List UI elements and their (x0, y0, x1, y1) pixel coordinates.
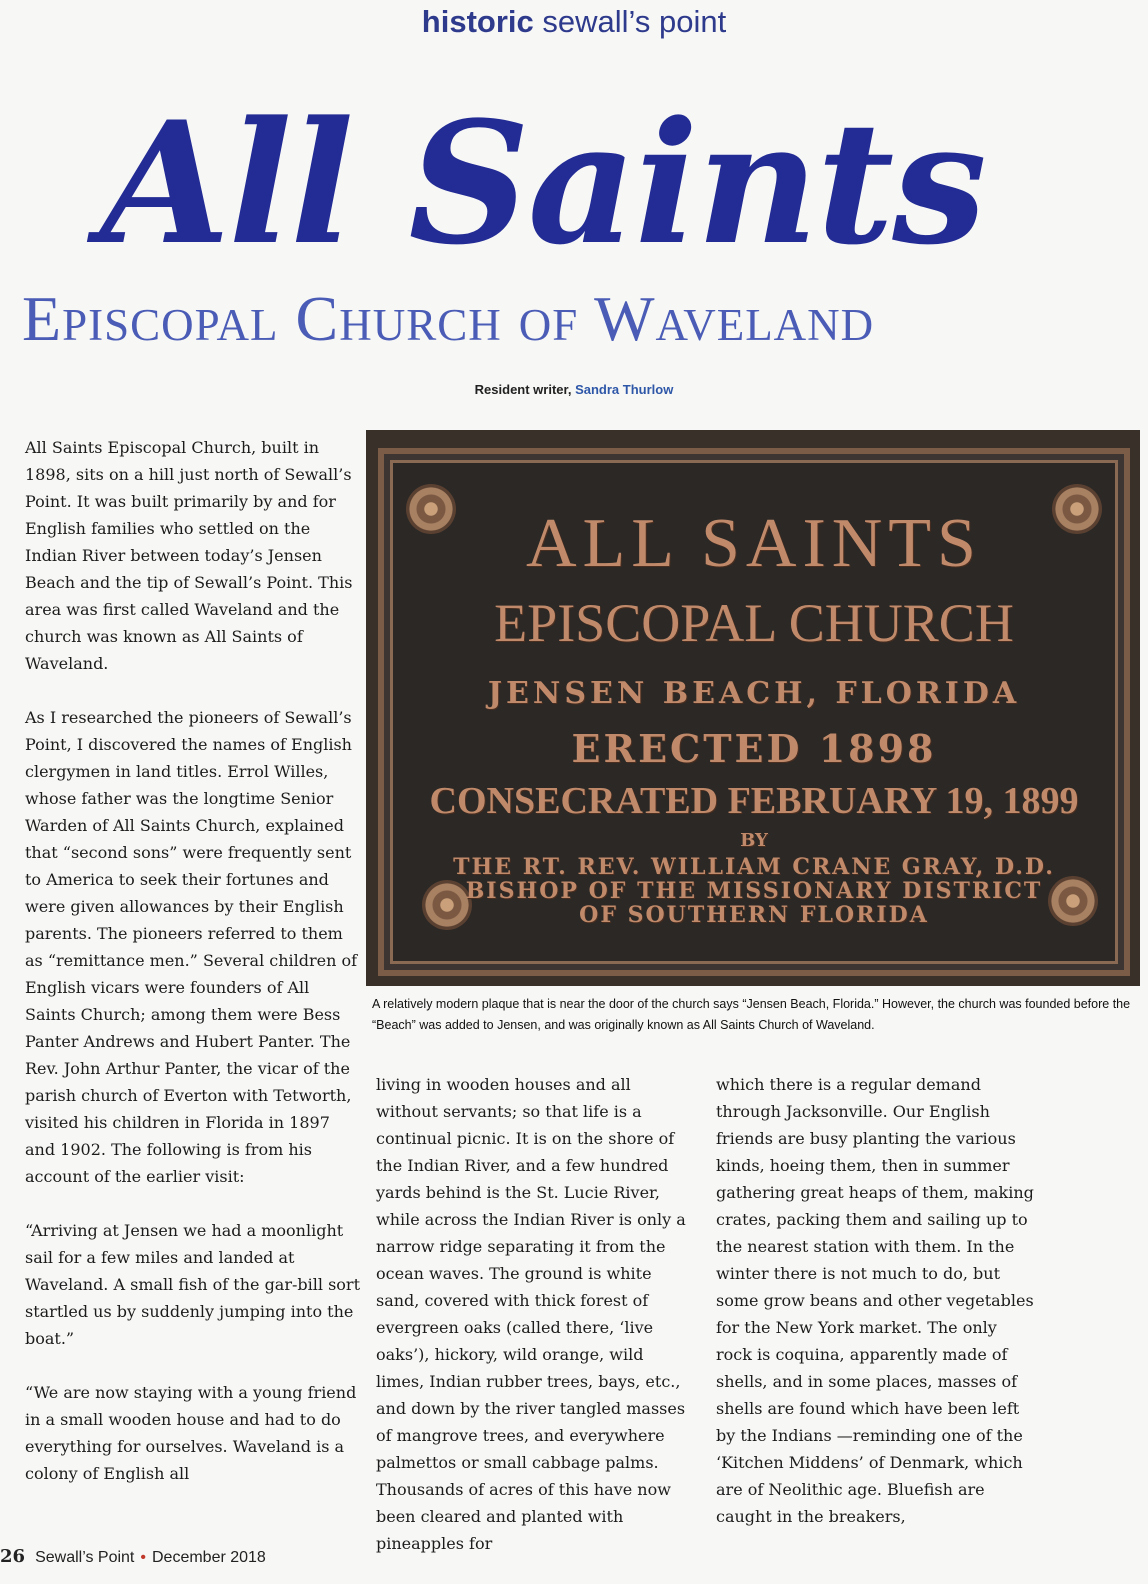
plaque-line: OF SOUTHERN FLORIDA (579, 902, 929, 928)
photo-caption: A relatively modern plaque that is near the door of the church says “Jensen Beach, Florida.” However, the church was founded before the “Beach” was added to Jensen, and was originally known as All Saints Church of Waveland. (372, 997, 1131, 1032)
body-paragraph: “Arriving at Jensen we had a moonlight sail for a few miles and landed at Waveland. A small fish of the gar-bill sort startled us by suddenly jumping into the boat.” (25, 1221, 360, 1348)
body-paragraph: All Saints Episcopal Church, built in 1898, sits on a hill just north of Sewall’s Point. It was built primarily by and for English families who settled on the Indian River between today’s Jensen Beach and the tip of Sewall’s Point. This area was first called Waveland and the church was known as All Saints of Waveland. (25, 438, 353, 673)
body-paragraph: As I researched the pioneers of Sewall’s Point, I discovered the names of English clergymen in land titles. Errol Willes, whose father was the longtime Senior Warden of All Saints Church, explained that “second sons” were frequently sent to America to seek their fortunes and were given allowances by their English parents. The pioneers referred to them as “remittance men.” Several children of English vicars were founders of All Saints Church; among them were Bess Panter Andrews and Hubert Panter. The Rev. John Arthur Panter, the vicar of the parish church of Everton with Tetworth, visited his children in Florida in 1897 and 1902. The following is from his account of the earlier visit: (25, 708, 358, 1186)
plaque-line: ALL SAINTS (525, 505, 982, 582)
plaque-line: JENSEN BEACH, FLORIDA (487, 676, 1021, 711)
byline (0, 382, 1148, 397)
issue-date: December 2018 (151, 1549, 266, 1566)
page-number: 26 (0, 1546, 26, 1567)
publication-name: Sewall’s Point (35, 1549, 135, 1566)
plaque-line: BY (740, 830, 768, 851)
body-paragraph: “We are now staying with a young friend in a small wooden house and had to do everything for ourselves. Waveland is a colony of English all (25, 1383, 357, 1483)
plaque-line: ERECTED 1898 (571, 726, 937, 771)
section-header (0, 4, 1148, 40)
section-header-bold: historic (421, 4, 534, 39)
plaque (378, 448, 1130, 976)
plaque-photo (366, 430, 1140, 986)
plaque-line: THE RT. REV. WILLIAM CRANE GRAY, D.D. (453, 854, 1055, 880)
body-paragraph: living in wooden houses and all without servants; so that life is a continual picnic. It is on the shore of the Indian River, and a few hundred yards behind is the St. Lucie River, while across the Indian River is only a narrow ridge separating it from the ocean waves. The ground is white sand, covered with thick forest of evergreen oaks (called there, ‘live oaks’), hickory, wild orange, wild limes, Indian rubber trees, bays, etc., and down by the river tangled masses of mangrove trees, and everywhere palmettos or small cabbage palms. Thousands of acres of this have now been cleared and planted with pineapples for (376, 1075, 686, 1553)
plaque-line: CONSECRATED FEBRUARY 19, 1899 (429, 780, 1079, 822)
section-header-rest: sewall’s point (533, 4, 727, 39)
plaque-line: BISHOP OF THE MISSIONARY DISTRICT (465, 878, 1043, 904)
plaque-line: EPISCOPAL CHURCH (494, 593, 1014, 653)
footer-bullet: • (140, 1549, 146, 1566)
body-paragraph: which there is a regular demand through Jacksonville. Our English friends are busy planting the various kinds, hoeing them, then in summer gathering great heaps of them, making crates, packing them and sailing up to the nearest station with them. In the winter there is not much to do, but some grow beans and other vegetables for the New York market. The only rock is coquina, apparently made of shells, and in some places, masses of shells are found which have been left by the Indians —reminding one of the ‘Kitchen Middens’ of Denmark, which are of Neolithic age. Bluefish are caught in the breakers, (716, 1075, 1034, 1526)
article-title: All Saints (100, 84, 985, 282)
body-column-3 (716, 1071, 1036, 1557)
byline-author: Sandra Thurlow (575, 382, 674, 397)
article-subtitle: Episcopal Church of Waveland (22, 283, 875, 354)
body-column-2 (376, 1071, 696, 1584)
byline-label: Resident writer, (474, 382, 576, 397)
body-column-1 (25, 434, 360, 1514)
page-footer (0, 1546, 400, 1567)
